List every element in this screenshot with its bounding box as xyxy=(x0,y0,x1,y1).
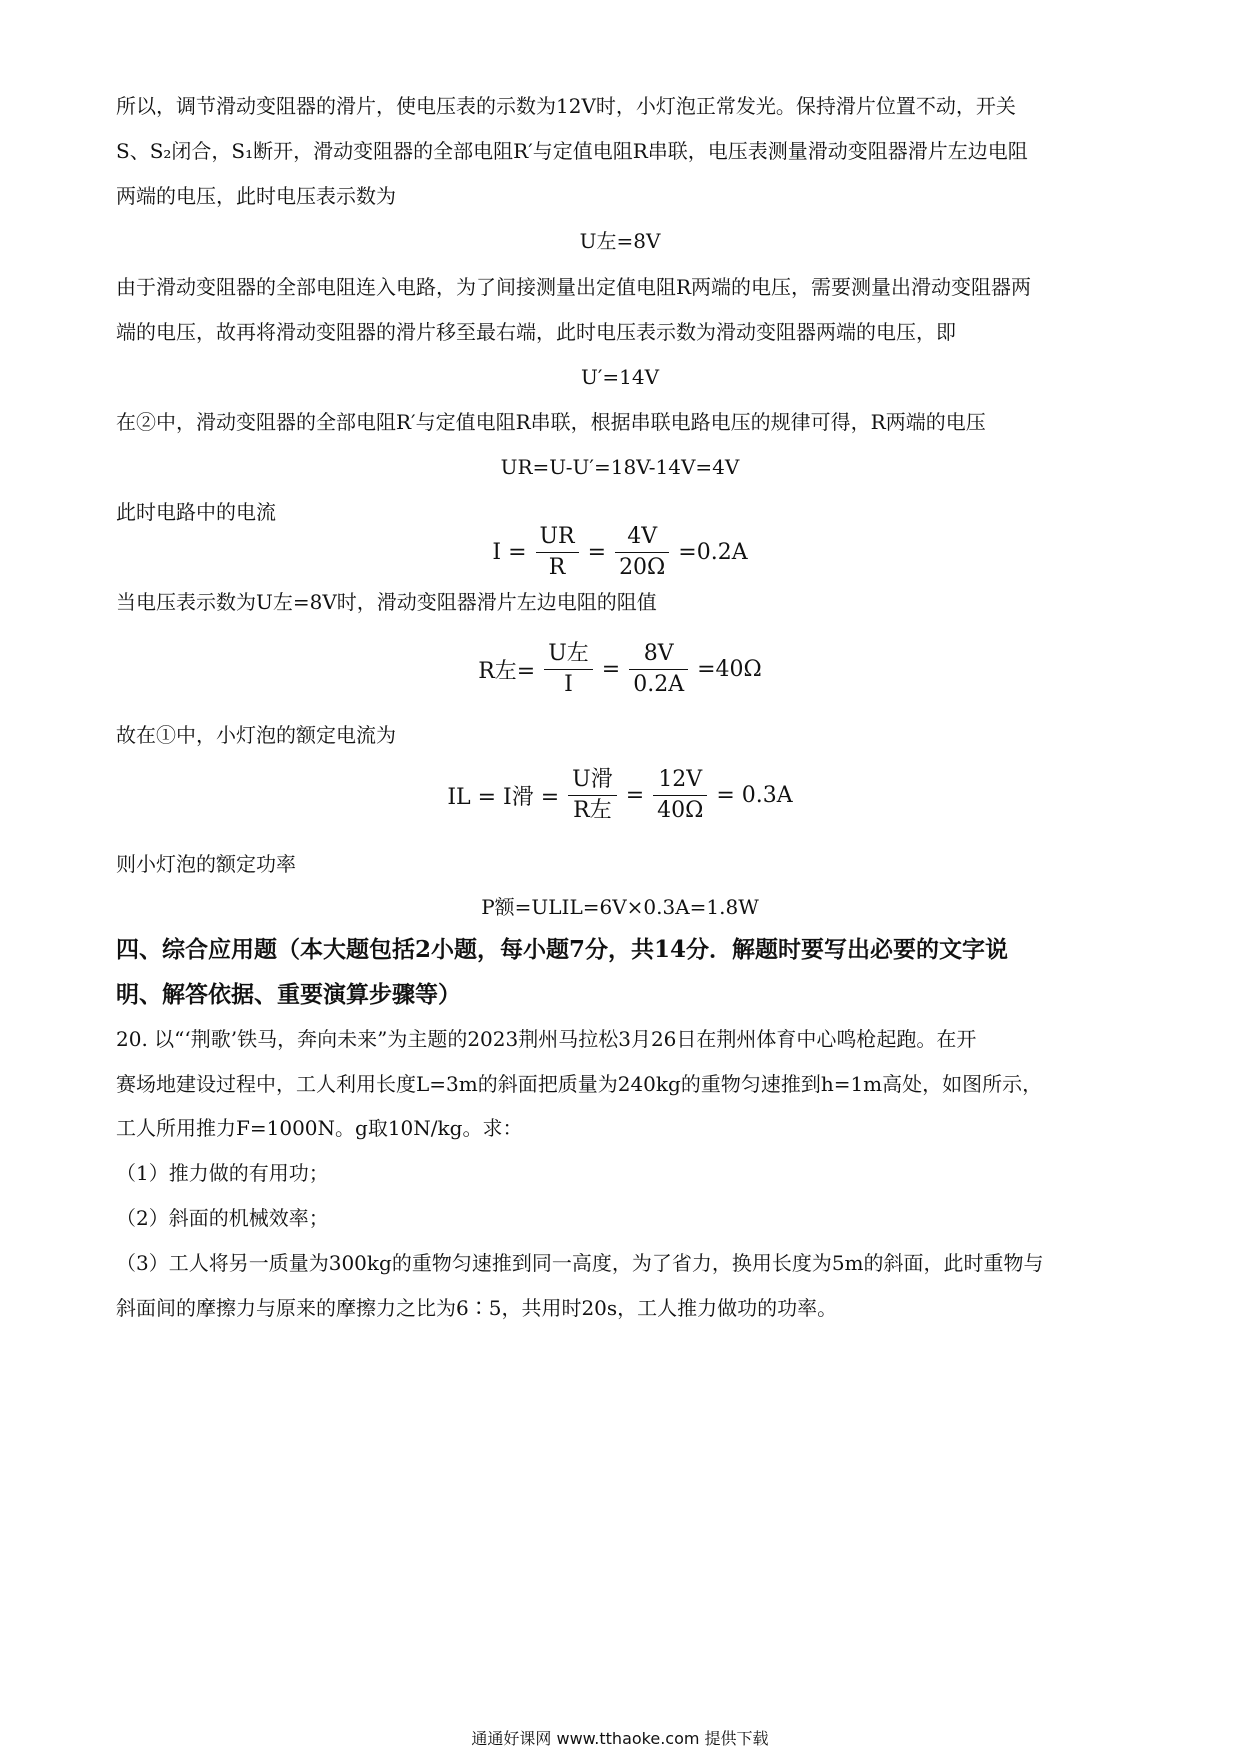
equation-power: P额=ULIL=6V×0.3A=1.8W xyxy=(481,895,759,919)
formula-resistance xyxy=(0,640,1240,699)
formula-rhs: =0.2A xyxy=(678,540,748,565)
section-heading: 明、解答依据、重要演算步骤等） xyxy=(116,981,461,1008)
numerator: U左 xyxy=(544,640,593,670)
fraction xyxy=(629,640,688,699)
question-text: 赛场地建设过程中，工人利用长度L=3m的斜面把质量为240kg的重物匀速推到h=1m高处，如图所示， xyxy=(116,1072,1043,1096)
denominator: R左 xyxy=(573,798,612,823)
fraction xyxy=(544,640,593,699)
denominator: 20Ω xyxy=(619,555,666,580)
text-line: 此时电路中的电流 xyxy=(116,500,276,524)
formula-lhs: IL = I滑 = xyxy=(447,785,560,810)
question-part-2: （2）斜面的机械效率； xyxy=(116,1206,329,1230)
formula-rhs: =40Ω xyxy=(697,657,762,682)
equation-u-prime: U′=14V xyxy=(580,365,660,389)
text-line: 两端的电压，此时电压表示数为 xyxy=(116,184,396,208)
denominator: R xyxy=(548,555,566,580)
numerator: 8V xyxy=(629,640,688,670)
text-line: 当电压表示数为U左=8V时，滑动变阻器滑片左边电阻的阻值 xyxy=(116,590,657,614)
numerator: 4V xyxy=(615,523,669,553)
formula-lhs: R左= xyxy=(478,659,536,684)
text-line: 所以，调节滑动变阻器的滑片，使电压表的示数为12V时，小灯泡正常发光。保持滑片位置不动，开关 xyxy=(116,94,1016,118)
equation-u-left: U左=8V xyxy=(579,229,661,253)
numerator: UR xyxy=(536,523,579,553)
text-line: 则小灯泡的额定功率 xyxy=(116,852,296,876)
equals-sign: = xyxy=(601,657,621,682)
page-footer: 通通好课网 www.tthaoke.com 提供下载 xyxy=(471,1729,769,1748)
question-text: 20. 以“‘荆歌’铁马，奔向未来”为主题的2023荆州马拉松3月26日在荆州体育中心鸣枪起跑。在开 xyxy=(116,1027,977,1051)
formula-rated-current xyxy=(0,766,1240,825)
formula-rhs: = 0.3A xyxy=(716,783,793,808)
text-line: 在②中，滑动变阻器的全部电阻R′与定值电阻R串联，根据串联电路电压的规律可得，R两端的电压 xyxy=(116,410,986,434)
equals-sign: = xyxy=(587,540,607,565)
text-line: S、S₂闭合，S₁断开，滑动变阻器的全部电阻R′与定值电阻R串联，电压表测量滑动变阻器滑片左边电阻 xyxy=(116,139,1028,163)
equation-u-r: UR=U-U′=18V-14V=4V xyxy=(500,455,740,479)
denominator: I xyxy=(564,672,573,697)
fraction xyxy=(653,766,707,825)
text-line: 端的电压，故再将滑动变阻器的滑片移至最右端，此时电压表示数为滑动变阻器两端的电压，即 xyxy=(116,320,956,344)
fraction xyxy=(536,523,579,582)
formula-current xyxy=(0,523,1240,582)
question-part-3: （3）工人将另一质量为300kg的重物匀速推到同一高度，为了省力，换用长度为5m的斜面，此时重物与 xyxy=(116,1251,1044,1275)
text-line: 故在①中，小灯泡的额定电流为 xyxy=(116,723,396,747)
equals-sign: = xyxy=(625,783,645,808)
fraction xyxy=(568,766,617,825)
denominator: 40Ω xyxy=(657,798,704,823)
denominator: 0.2A xyxy=(633,672,685,697)
fraction xyxy=(615,523,669,582)
numerator: 12V xyxy=(653,766,707,796)
numerator: U滑 xyxy=(568,766,617,796)
question-text: 工人所用推力F=1000N。g取10N/kg。求： xyxy=(116,1116,523,1140)
formula-lhs: I = xyxy=(492,540,527,565)
question-part-1: （1）推力做的有用功； xyxy=(116,1161,329,1185)
section-heading: 四、综合应用题（本大题包括2小题，每小题7分，共14分．解题时要写出必要的文字说 xyxy=(116,936,1009,963)
question-part-3-cont: 斜面间的摩擦力与原来的摩擦力之比为6∶5，共用时20s，工人推力做功的功率。 xyxy=(116,1296,838,1320)
text-line: 由于滑动变阻器的全部电阻连入电路，为了间接测量出定值电阻R两端的电压，需要测量出滑动变阻器两 xyxy=(116,275,1032,299)
